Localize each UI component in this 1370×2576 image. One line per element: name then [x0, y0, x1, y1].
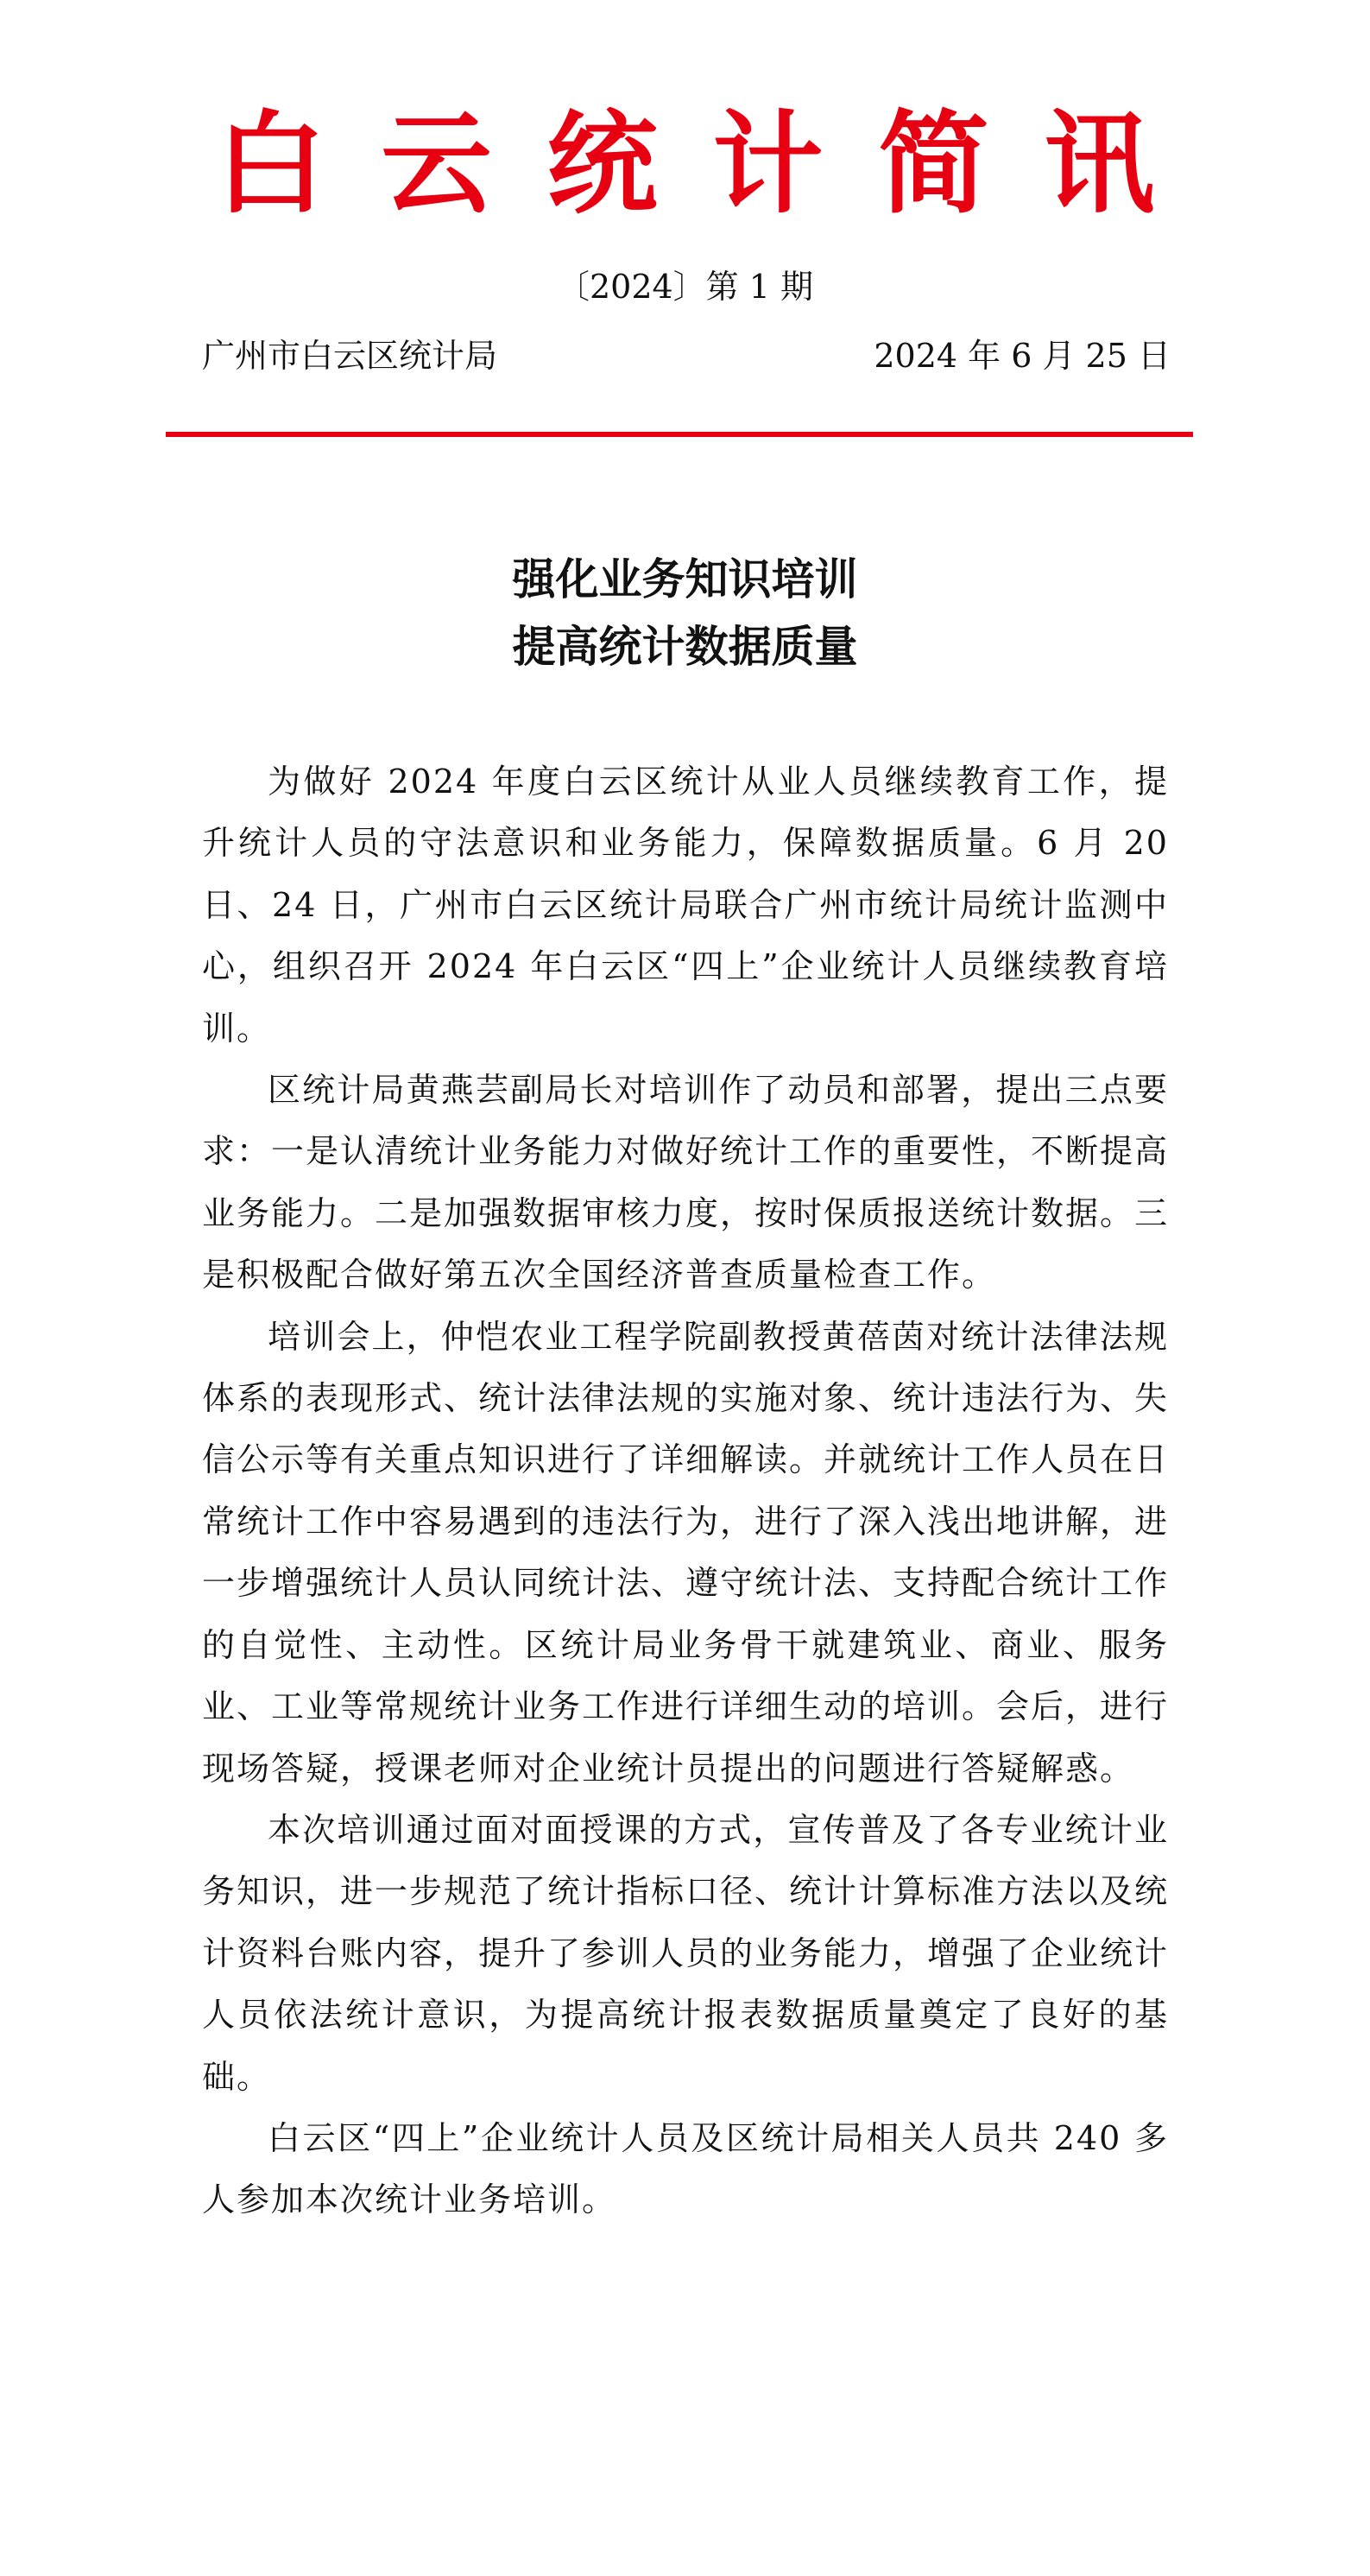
paragraph-5: 白云区“四上”企业统计人员及区统计局相关人员共 240 多人参加本次统计业务培训。 [202, 2118, 1169, 2219]
publisher-name: 广州市白云区统计局 [202, 337, 498, 375]
paragraph-4: 本次培训通过面对面授课的方式，宣传普及了各专业统计业务知识，进一步规范了统计指标口径、统计计算标准方法以及统计资料台账内容，提升了参训人员的业务能力，增强了企业统计人员依法统计意识，为提高统计报表数据质量奠定了良好的基础。 [202, 1810, 1170, 2096]
masthead-title: 白云统计简讯 [215, 99, 1210, 229]
article-title-line-1: 强化业务知识培训 [512, 554, 858, 604]
red-divider-line [166, 432, 1193, 437]
article-title [0, 546, 1370, 680]
paragraph-2: 区统计局黄燕芸副局长对培训作了动员和部署，提出三点要求：一是认清统计业务能力对做好统计工作的重要性，不断提高业务能力。二是加强数据审核力度，按时保质报送统计数据。三是积极配合做好第五次全国经济普查质量检查工作。 [202, 1071, 1170, 1294]
paragraph-3: 培训会上，仲恺农业工程学院副教授黄蓓茵对统计法律法规体系的表现形式、统计法律法规的实施对象、统计违法行为、失信公示等有关重点知识进行了详细解读。并就统计工作人员在日常统计工作中容易遇到的违法行为，进行了深入浅出地讲解，进一步增强统计人员认同统计法、遵守统计法、支持配合统计工作的自觉性、主动性。区统计局业务骨干就建筑业、商业、服务业、工业等常规统计业务工作进行详细生动的培训。会后，进行现场答疑，授课老师对企业统计员提出的问题进行答疑解惑。 [202, 1317, 1170, 1788]
article-body [202, 751, 1169, 2231]
publication-date: 2024 年 6 月 25 日 [874, 337, 1171, 375]
issue-number: 〔2024〕第 1 期 [556, 268, 814, 306]
paragraph-1: 为做好 2024 年度白云区统计从业人员继续教育工作，提升统计人员的守法意识和业务能力，保障数据质量。6 月 20 日、24 日，广州市白云区统计局联合广州市统计局统计监测中心，组织召开 2024 年白云区“四上”企业统计人员继续教育培训。 [202, 763, 1169, 1047]
article-title-line-2: 提高统计数据质量 [512, 621, 858, 672]
